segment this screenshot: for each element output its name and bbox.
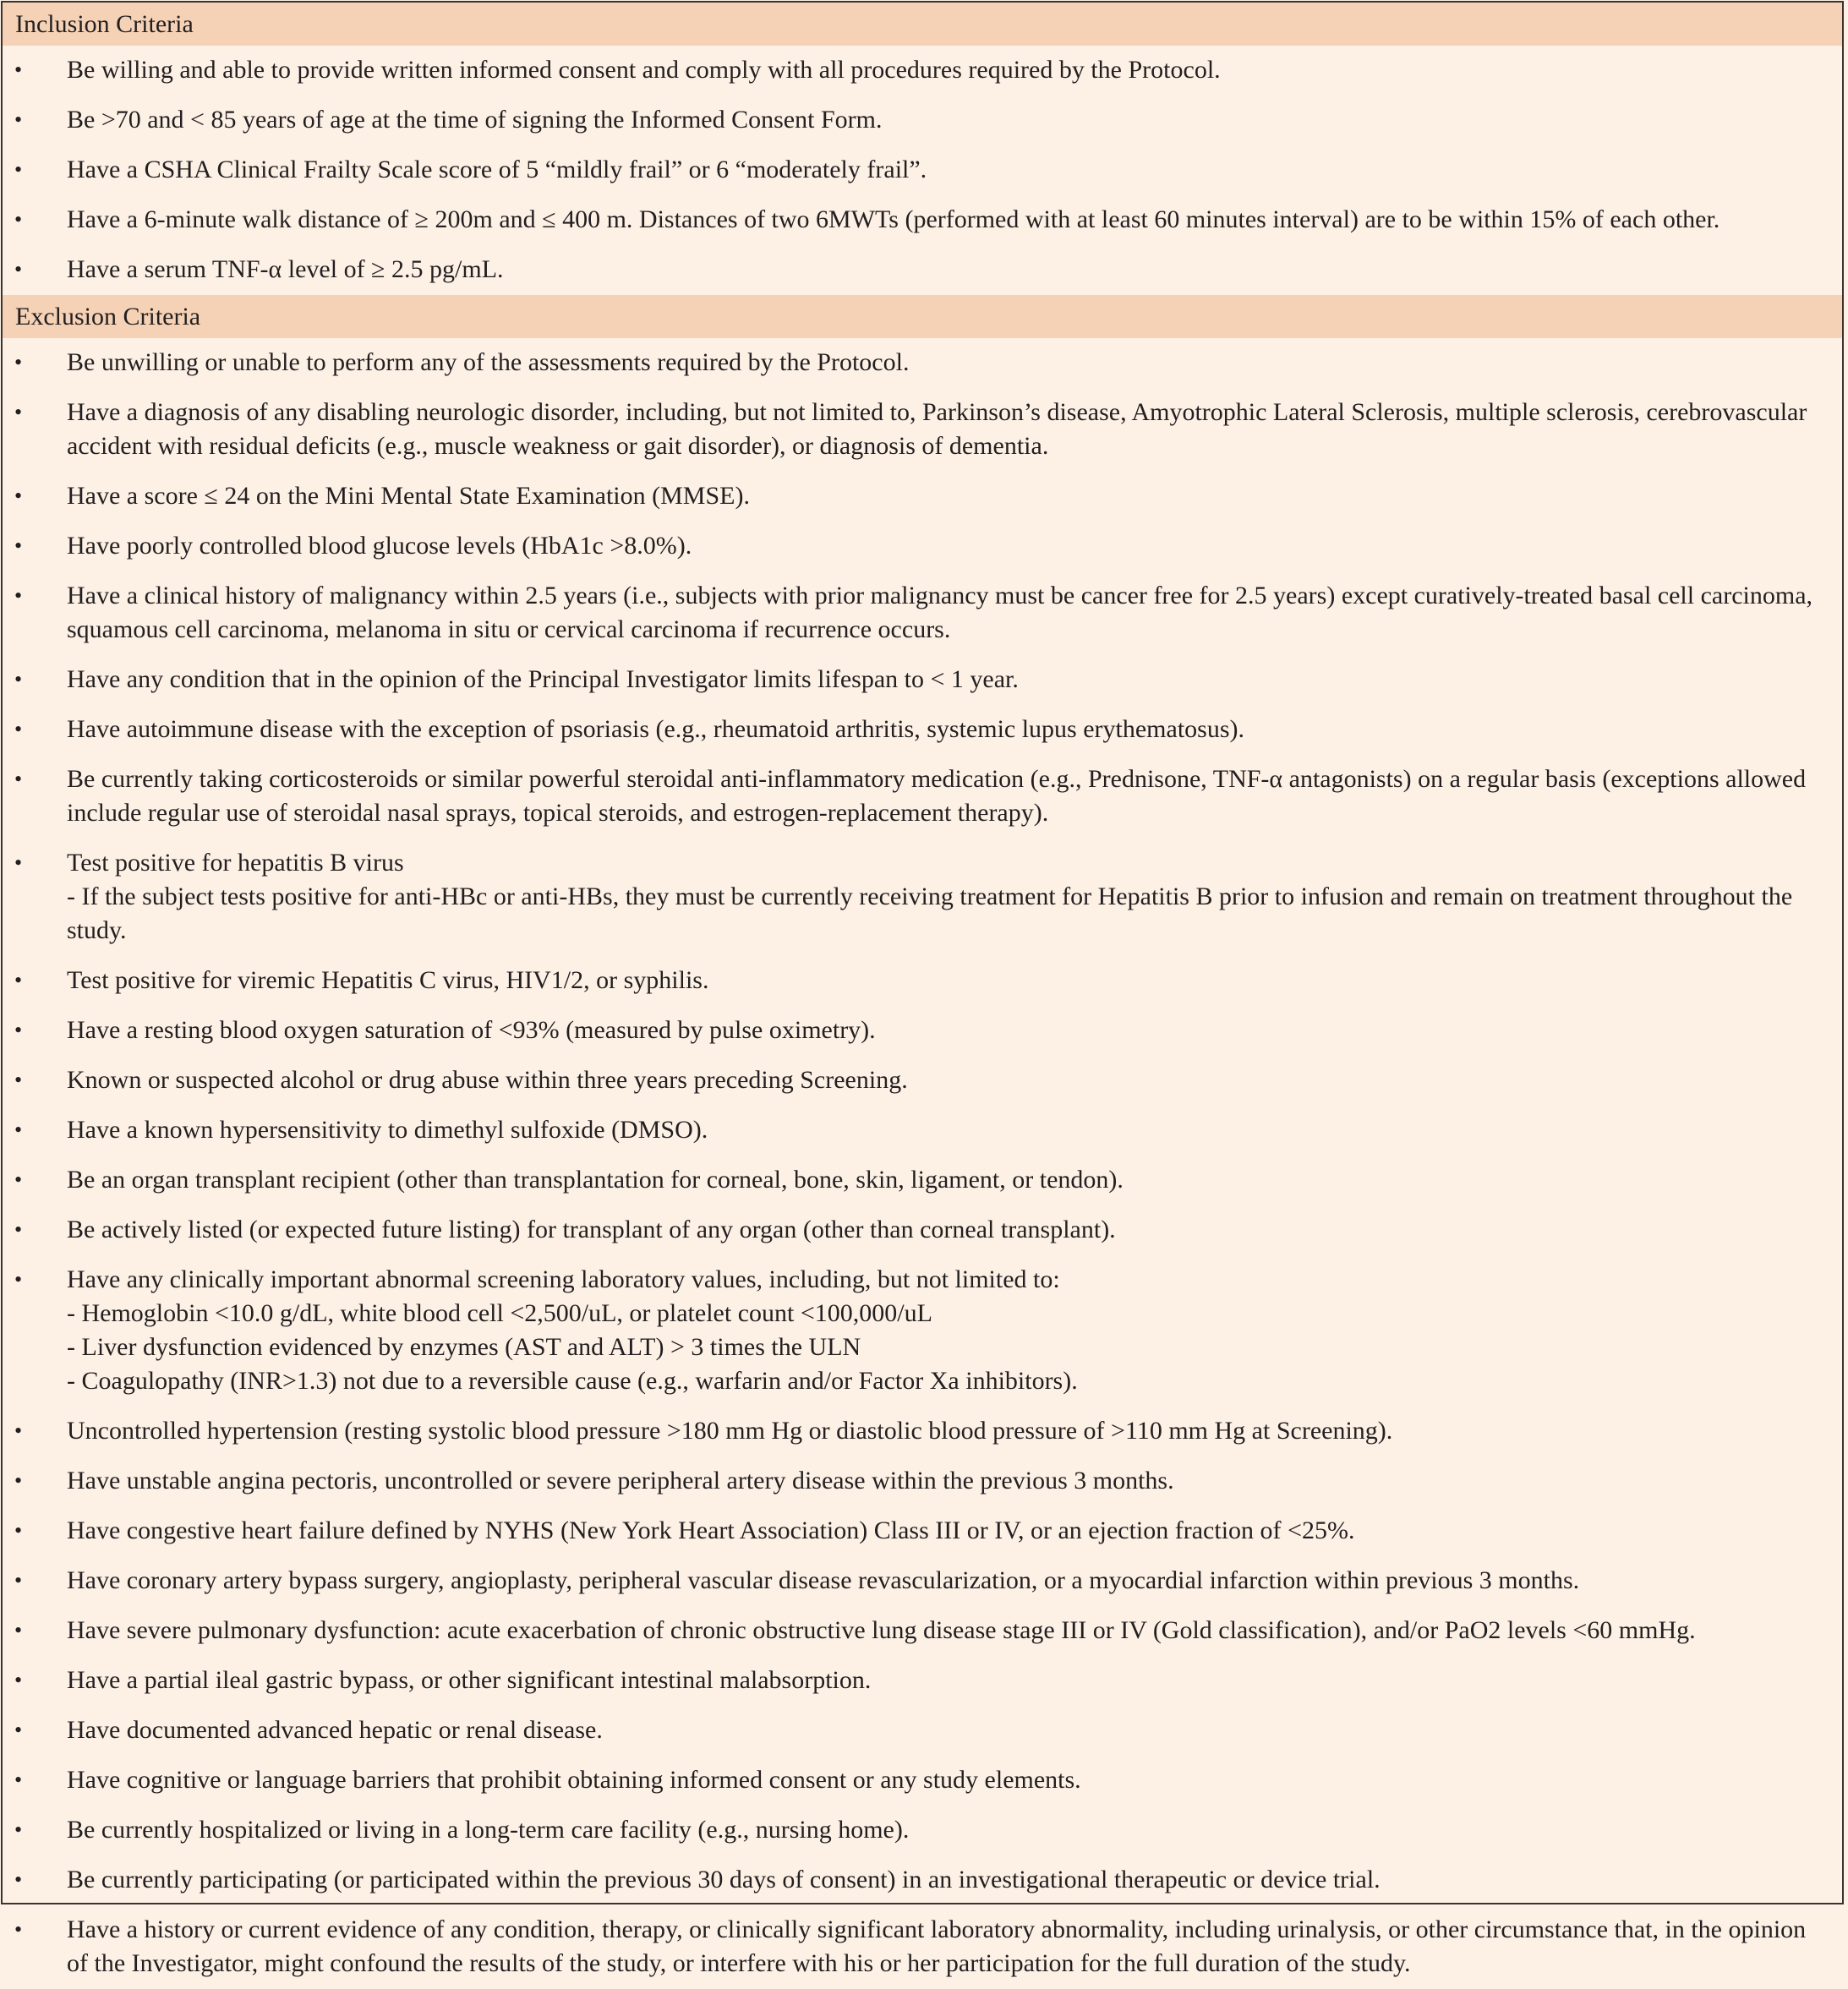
bullet-icon: • [14, 1618, 23, 1642]
criterion-text: Have autoimmune disease with the exception of psoriasis (e.g., rheumatoid arthritis, systemic lupus erythematosus). [67, 715, 1245, 743]
criterion-text: Have documented advanced hepatic or renal disease. [67, 1716, 603, 1744]
list-item [3, 1556, 1842, 1606]
criterion-text: Have a known hypersensitivity to dimethyl sulfoxide (DMSO). [67, 1116, 708, 1144]
bullet-icon: • [14, 1167, 23, 1192]
bullet-icon: • [14, 1867, 23, 1892]
list-item [3, 1156, 1842, 1205]
criterion-text: Known or suspected alcohol or drug abuse within three years preceding Screening. [67, 1066, 908, 1094]
bullet-icon: • [14, 1917, 23, 1942]
criterion-text: Be currently hospitalized or living in a long-term care facility (e.g., nursing home). [67, 1816, 910, 1844]
list-item [3, 755, 1842, 839]
list-item [3, 46, 1842, 96]
bullet-icon: • [14, 1718, 23, 1742]
list-item [3, 388, 1842, 472]
criterion-text: Be currently taking corticosteroids or similar powerful steroidal anti-inflammatory medication (e.g., Prednisone, TNF-α antagonists) on a regular basis (exceptions allowed include regular use of steroidal nasal sprays, topical steroids, and estrogen-replacement therapy). [67, 765, 1807, 827]
list-item [3, 839, 1842, 956]
bullet-icon: • [14, 400, 23, 424]
bullet-icon: • [14, 533, 23, 558]
criterion-text: Be actively listed (or expected future listing) for transplant of any organ (other than corneal transplant). [67, 1216, 1116, 1243]
list-item [3, 145, 1842, 195]
list-item [3, 245, 1842, 295]
list-item [3, 338, 1842, 388]
criterion-text: Be >70 and < 85 years of age at the time of signing the Informed Consent Form. [67, 106, 883, 134]
list-item [3, 1806, 1842, 1855]
criterion-text: Have a partial ileal gastric bypass, or other significant intestinal malabsorption. [67, 1666, 872, 1694]
list-item [3, 1456, 1842, 1506]
criterion-subitem: - Hemoglobin <10.0 g/dL, white blood cell <2,500/uL, or platelet count <100,000/uL [67, 1299, 932, 1327]
criterion-text: Have cognitive or language barriers that prohibit obtaining informed consent or any study elements. [67, 1766, 1081, 1794]
bullet-icon: • [14, 1068, 23, 1092]
bullet-icon: • [14, 1117, 23, 1142]
criterion-text: Have any clinically important abnormal screening laboratory values, including, but not limited to: [67, 1265, 1060, 1293]
criteria-table [1, 1, 1844, 1977]
list-item [3, 1255, 1842, 1407]
bullet-icon: • [14, 1768, 23, 1792]
criterion-text: Have a score ≤ 24 on the Mini Mental State Examination (MMSE). [67, 482, 750, 510]
criterion-text: Have a 6-minute walk distance of ≥ 200m and ≤ 400 m. Distances of two 6MWTs (performed with at least 60 minutes interval) are to be within 15% of each other. [67, 205, 1720, 233]
bullet-icon: • [14, 767, 23, 791]
list-item [3, 705, 1842, 755]
criterion-text: Test positive for viremic Hepatitis C virus, HIV1/2, or syphilis. [67, 966, 709, 994]
criterion-text: Have congestive heart failure defined by NYHS (New York Heart Association) Class III or IV, or an ejection fraction of <25%. [67, 1516, 1355, 1544]
bullet-icon: • [14, 1468, 23, 1493]
bullet-icon: • [14, 583, 23, 608]
exclusion-criteria-list [3, 338, 1842, 1989]
bullet-icon: • [14, 1418, 23, 1443]
list-item [3, 1407, 1842, 1456]
list-item [3, 1606, 1842, 1656]
list-item [3, 1855, 1842, 1905]
criterion-text: Have poorly controlled blood glucose levels (HbA1c >8.0%). [67, 532, 692, 560]
list-item [3, 1506, 1842, 1556]
criterion-text: Have unstable angina pectoris, uncontrolled or severe peripheral artery disease within the previous 3 months. [67, 1467, 1174, 1494]
inclusion-criteria-header: Inclusion Criteria [3, 3, 1842, 46]
criterion-text: Have a resting blood oxygen saturation of <93% (measured by pulse oximetry). [67, 1016, 876, 1044]
bullet-icon: • [14, 968, 23, 992]
bullet-icon: • [14, 107, 23, 132]
list-item [3, 1706, 1842, 1756]
list-item [3, 1656, 1842, 1706]
bullet-icon: • [14, 1217, 23, 1242]
criterion-text: Have coronary artery bypass surgery, angioplasty, peripheral vascular disease revascularization, or a myocardial infarction within previous 3 months. [67, 1566, 1580, 1594]
bullet-icon: • [14, 1817, 23, 1842]
criterion-subitem: - Liver dysfunction evidenced by enzymes (AST and ALT) > 3 times the ULN [67, 1333, 861, 1361]
bullet-icon: • [14, 207, 23, 232]
bullet-icon: • [14, 1267, 23, 1292]
bullet-icon: • [14, 850, 23, 875]
criterion-text: Have a CSHA Clinical Frailty Scale score of 5 “mildly frail” or 6 “moderately frail”. [67, 156, 927, 183]
list-item [3, 522, 1842, 571]
list-item [3, 1905, 1842, 1989]
list-item [3, 956, 1842, 1006]
exclusion-criteria-header: Exclusion Criteria [3, 295, 1842, 338]
criterion-text: Be willing and able to provide written informed consent and comply with all procedures required by the Protocol. [67, 56, 1221, 84]
list-item [3, 1106, 1842, 1156]
bullet-icon: • [14, 717, 23, 741]
list-item [3, 96, 1842, 145]
bullet-icon: • [14, 57, 23, 82]
list-item [3, 472, 1842, 522]
list-item [3, 1205, 1842, 1255]
criterion-text: Uncontrolled hypertension (resting systolic blood pressure >180 mm Hg or diastolic blood pressure of >110 mm Hg at Screening). [67, 1417, 1393, 1445]
list-item [3, 1056, 1842, 1106]
list-item [3, 195, 1842, 245]
bullet-icon: • [14, 350, 23, 374]
bullet-icon: • [14, 257, 23, 281]
bullet-icon: • [14, 484, 23, 508]
list-item [3, 655, 1842, 705]
bullet-icon: • [14, 1568, 23, 1593]
criterion-text: Test positive for hepatitis B virus [67, 849, 404, 877]
criterion-text: Be an organ transplant recipient (other than transplantation for corneal, bone, skin, ligament, or tendon). [67, 1166, 1124, 1194]
criterion-text: Be unwilling or unable to perform any of the assessments required by the Protocol. [67, 348, 910, 376]
bullet-icon: • [14, 157, 23, 182]
criterion-subitem: - Coagulopathy (INR>1.3) not due to a reversible cause (e.g., warfarin and/or Factor Xa inhibitors). [67, 1367, 1078, 1395]
bullet-icon: • [14, 667, 23, 691]
bullet-icon: • [14, 1018, 23, 1042]
criterion-text: Have a serum TNF-α level of ≥ 2.5 pg/mL. [67, 255, 504, 283]
criterion-text: Have any condition that in the opinion of the Principal Investigator limits lifespan to < 1 year. [67, 665, 1019, 693]
list-item [3, 1006, 1842, 1056]
criterion-text: Have a clinical history of malignancy within 2.5 years (i.e., subjects with prior malignancy must be cancer free for 2.5 years) except curatively-treated basal cell carcinoma, squamous cell carcinoma, melanoma in situ or cervical carcinoma if recurrence occurs. [67, 582, 1813, 643]
list-item [3, 1756, 1842, 1806]
inclusion-criteria-list [3, 46, 1842, 295]
criterion-text: Have a diagnosis of any disabling neurologic disorder, including, but not limited to, Parkinson’s disease, Amyotrophic Lateral Sclerosis, multiple sclerosis, cerebrovascular accident with residual deficits (e.g., muscle weakness or gait disorder), or diagnosis of dementia. [67, 398, 1807, 460]
criterion-subitem: - If the subject tests positive for anti-HBc or anti-HBs, they must be currently receiving treatment for Hepatitis B prior to infusion and remain on treatment throughout the study. [67, 882, 1793, 944]
list-item [3, 571, 1842, 655]
bullet-icon: • [14, 1668, 23, 1692]
bullet-icon: • [14, 1518, 23, 1543]
criterion-text: Have severe pulmonary dysfunction: acute exacerbation of chronic obstructive lung disease stage III or IV (Gold classification), and/or PaO2 levels <60 mmHg. [67, 1616, 1696, 1644]
criterion-text: Have a history or current evidence of any condition, therapy, or clinically significant laboratory abnormality, including urinalysis, or other circumstance that, in the opinion of the Investigator, might confound the results of the study, or interfere with his or her participation for the full duration of the study. [67, 1915, 1807, 1977]
criterion-text: Be currently participating (or participated within the previous 30 days of consent) in an investigational therapeutic or device trial. [67, 1866, 1381, 1893]
